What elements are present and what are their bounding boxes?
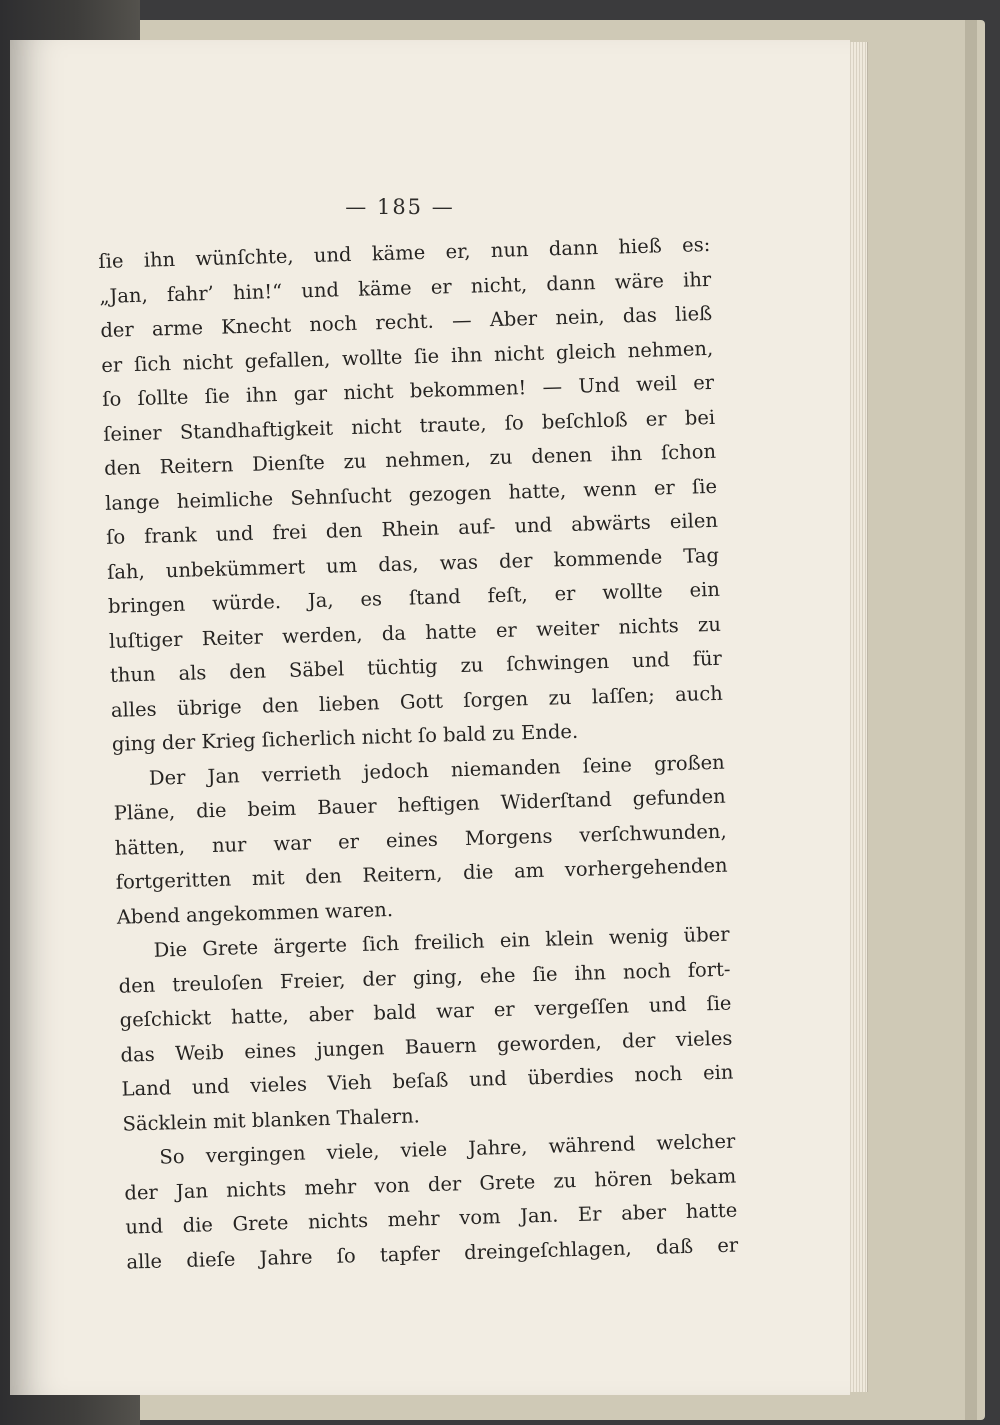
text-line: ſie ihn wünſchte, und käme er, nun dann hieß es: (98, 232, 711, 273)
text-line: ſah, unbekümmert um das, was der kommende Tag (106, 543, 720, 584)
text-line: Pläne, die beim Bauer heftigen Widerſtand gefunden (113, 784, 726, 825)
text-line: er ſich nicht gefallen, wollte ſie ihn nicht gleich nehmen, (101, 336, 714, 377)
text-line: das Weib eines jungen Bauern geworden, der vieles (120, 1026, 733, 1067)
text-line: „Jan, fahr’ hin!“ und käme er nicht, dann wäre ihr (99, 267, 712, 308)
text-line: thun als den Säbel tüchtig zu ſchwingen und für (109, 646, 723, 687)
text-line: Land und vieles Vieh beſaß und überdies noch ein (121, 1060, 734, 1101)
text-line: Die Grete ärgerte ſich freilich ein klein wenig über (153, 922, 730, 962)
text-line: den Reitern Dienſte zu nehmen, zu denen ihn ſchon (103, 439, 717, 480)
text-line: und die Grete nichts mehr vom Jan. Er aber hatte (125, 1198, 738, 1239)
text-line: lange heimliche Sehnſucht gezogen hatte, wenn er ſie (104, 474, 718, 515)
text-line: hätten, nur war er eines Morgens verſchwunden, (114, 819, 727, 860)
page-body-text (98, 228, 739, 1280)
text-line: Der Jan verrieth jedoch niemanden ſeine großen (148, 750, 725, 790)
text-line: der arme Knecht noch recht. — Aber nein, das ließ (100, 301, 713, 342)
text-line: ging der Krieg ſicherlich nicht ſo bald zu Ende. (111, 719, 579, 756)
text-line: der Jan nichts mehr von der Grete zu hören bekam (124, 1164, 737, 1205)
text-line: geſchickt hatte, aber bald war er vergeſſen und ſie (119, 991, 732, 1032)
text-line: fortgeritten mit den Reitern, die am vorhergehenden (115, 853, 728, 894)
text-line: bringen würde. Ja, es ſtand feſt, er wollte ein (107, 577, 721, 618)
text-line: ſo ſollte ſie ihn gar nicht bekommen! — Und weil er (101, 370, 715, 411)
cover-edge (965, 20, 977, 1420)
text-line: den treuloſen Freier, der ging, ehe ſie ihn noch fort- (118, 957, 731, 998)
text-line: ſo frank und frei den Rhein auf- und abwärts eilen (105, 508, 719, 549)
text-line: alles übrige den lieben Gott ſorgen zu laſſen; auch (110, 681, 724, 722)
book-page (10, 40, 850, 1395)
text-line: So vergingen viele, viele Jahre, während welcher (159, 1129, 736, 1169)
page-number: — 185 — (345, 195, 455, 219)
text-line: Säcklein mit blanken Thalern. (122, 1103, 421, 1136)
text-line: Abend angekommen waren. (116, 897, 394, 929)
text-line: ſeiner Standhaftigkeit nicht traute, ſo beſchloß er bei (102, 405, 716, 446)
text-line: alle dieſe Jahre ſo tapfer dreingeſchlagen, daß er (126, 1233, 739, 1274)
text-line: luſtiger Reiter werden, da hatte er weiter nichts zu (108, 612, 722, 653)
